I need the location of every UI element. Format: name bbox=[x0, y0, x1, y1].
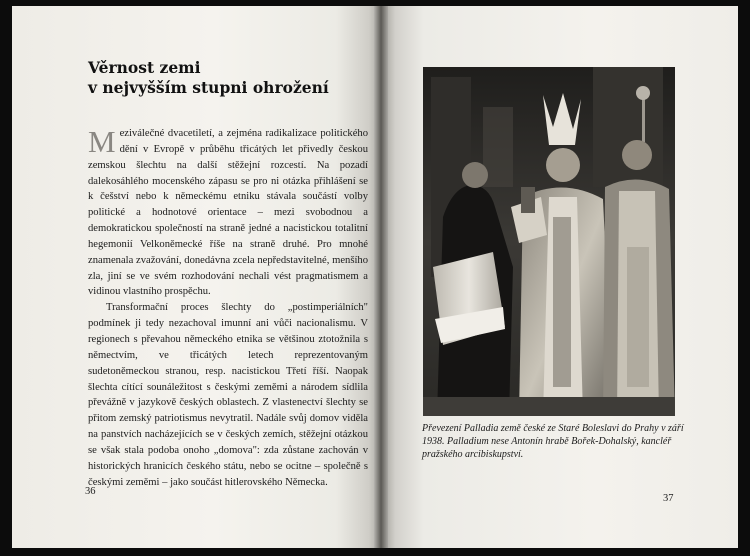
body-text bbox=[88, 126, 368, 490]
paragraph-text: eziválečné dvacetiletí, a zejména radikalizace politického dění v Evropě v průběhu třicátých let přivedly českou zemskou šlechtu na další stěžejní rozcestí. Na pozadí dalekosáhlého mocenského zápasu se pro ni otázka přihlášení se k češství nebo k německému etniku stávala součástí volby politické a hodnotové orientace – mezi svobodnou a demokratickou společností na straně jedné a nacistickou totalitní hegemonií Velkoněmecké říše na straně druhé. Pro mnohé znamenala zvažování, donedávna zcela nepředstavitelné, menšího zla, jiní se ve svém rozhodování nechali vést pragmatismem a vidinou vlastního prospěchu. bbox=[88, 128, 368, 298]
paragraph: Transformační proces šlechty do „postimperiálních" podmínek ji tedy nezachoval imunní ani vůči nacionalismu. V regionech s převahou německého etnika se většinou ztotožnila s němectvím, ve třicátých letech reprezentovaným sudetoněmeckou stranou, resp. nacistickou Třetí říší. Naopak šlechta cítící sounáležitost s českými zeměmi a národem sídlila převážně v jazykově českých oblastech. Z vlastenectví šlechty se přitom zemský patriotismus nevytratil. Nadále svůj domov viděla na panstvích nacházejících se v českých zemích, stěžejní otázkou se však stala podoba onoho „domova": zda zůstane zachován v historických hranicích českého státu, nebo se ocitne – společně s českými zeměmi – jako součást hitlerovského Německa. bbox=[88, 302, 368, 488]
paragraph bbox=[88, 126, 368, 300]
page-number-right: 37 bbox=[663, 493, 674, 504]
chapter-title-line: v nejvyšším stupni ohrožení bbox=[88, 78, 329, 97]
caption-line: pražského arcibiskupství. bbox=[422, 449, 524, 461]
chapter-title bbox=[88, 58, 358, 98]
caption-line: Převezení Palladia země české ze Staré Boleslavi do Prahy v září bbox=[422, 423, 684, 434]
historical-photo bbox=[423, 67, 675, 416]
photo-caption bbox=[422, 422, 684, 462]
chapter-title-line: Věrnost zemi bbox=[88, 58, 201, 77]
page-number-left: 36 bbox=[85, 486, 96, 497]
photo-illustration bbox=[423, 67, 675, 416]
drop-cap: M bbox=[88, 124, 116, 159]
caption-line: 1938. Palladium nese Antonín hrabě Bořek-Dohalský, kancléř bbox=[422, 436, 672, 448]
book-gutter bbox=[374, 6, 388, 548]
